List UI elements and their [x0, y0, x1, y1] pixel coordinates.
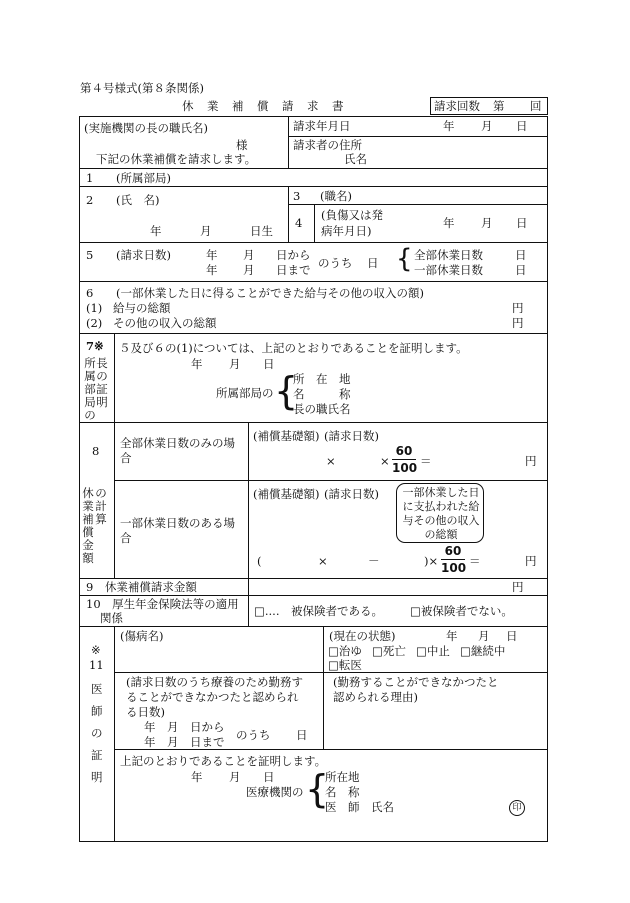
row-divider	[79, 281, 548, 282]
row-divider	[79, 242, 548, 243]
institution-name: 名 称	[325, 785, 360, 799]
row3-num: 3	[293, 189, 301, 203]
left-brace-icon: {	[396, 244, 413, 274]
row-divider	[79, 333, 548, 334]
fraction-60-100	[392, 444, 416, 475]
row7-year: 年	[191, 357, 203, 371]
unable-days-line3: る日数)	[126, 705, 165, 719]
basic-amount-label: (補償基礎額)	[253, 429, 320, 443]
job-title-label: (職名)	[320, 189, 352, 203]
row11-vertical-5: 明	[91, 770, 103, 784]
row-divider	[79, 578, 548, 579]
open-paren: (	[257, 554, 262, 568]
pension-label-2: 関係	[100, 611, 123, 625]
times-sign-3: ×	[318, 554, 328, 568]
part-leave-day: 日	[515, 263, 527, 277]
fraction-denominator: 100	[441, 561, 467, 575]
current-status-label: (現在の状態)	[329, 629, 396, 643]
institution-location: 所在地	[325, 770, 360, 784]
col-divider	[114, 626, 115, 842]
row-divider	[79, 595, 548, 596]
address-label: 請求者の住所	[293, 138, 362, 152]
injury-month: 月	[481, 216, 493, 230]
name-field-label: (氏 名)	[116, 193, 160, 207]
times-sign: ×	[326, 454, 336, 468]
row6-num: 6	[86, 286, 94, 300]
name-label: 氏名	[344, 152, 367, 166]
times-sign-2: ×	[380, 454, 390, 468]
status-transfer-checkbox[interactable]: □転医	[328, 658, 362, 672]
dept-name: 名 称	[293, 387, 351, 401]
row4-num: 4	[295, 216, 303, 230]
row-divider	[79, 186, 548, 187]
doctor-name: 医 師 氏名	[325, 800, 394, 814]
row7-statement: ５及び６の(1)については、上記のとおりであることを証明します。	[119, 341, 468, 355]
request-days-label-8b: (請求日数)	[324, 487, 379, 501]
unable-day: 日	[296, 728, 308, 742]
left-brace-icon: {	[274, 369, 299, 413]
request-date-month: 月	[481, 119, 493, 133]
status-death-checkbox[interactable]: □死亡	[372, 644, 406, 658]
full-case-yen: 円	[525, 454, 537, 468]
page-title: 休 業 補 償 請 求 書	[182, 99, 345, 113]
row8-vertical-1: 休業補償金額	[82, 486, 94, 565]
row11-vertical-4: 証	[91, 748, 103, 762]
row-divider	[114, 672, 548, 673]
total-request-label: 9 休業補償請求金額	[86, 580, 197, 594]
part-case-label: 一部休業日数のある場合	[120, 516, 235, 545]
row-divider	[288, 204, 548, 205]
row2-num: 2	[86, 193, 94, 207]
department-label: (所属部局)	[116, 171, 171, 185]
equals-sign-2: ＝	[469, 554, 481, 568]
pension-label-1: 10 厚生年金保険法等の適用	[86, 597, 239, 611]
col-divider	[248, 422, 249, 595]
col-divider	[248, 595, 249, 626]
left-brace-icon: {	[305, 767, 330, 811]
row11-mark: ※	[91, 643, 101, 657]
birth-month: 月	[200, 224, 212, 238]
to-month: 月	[243, 263, 255, 277]
status-cured-checkbox[interactable]: □治ゆ	[328, 644, 362, 658]
status-year: 年	[446, 629, 458, 643]
official-title-label: (実施機関の長の職氏名)	[84, 121, 208, 135]
fraction-bar	[392, 459, 416, 460]
row-divider	[79, 422, 548, 423]
fraction-bar	[441, 559, 465, 560]
from-year: 年	[206, 248, 218, 262]
fraction-numerator: 60	[395, 444, 413, 458]
reason-line2: 認められる理由)	[333, 690, 418, 704]
request-text: 下記の休業補償を請求します。	[96, 152, 257, 166]
close-paren-times: )×	[424, 554, 439, 568]
birth-day: 日生	[250, 224, 273, 238]
row-divider	[114, 480, 548, 481]
row7-day: 日	[263, 357, 275, 371]
row7-month: 月	[229, 357, 241, 371]
row11-vertical-3: の	[91, 726, 103, 740]
part-case-yen: 円	[525, 554, 537, 568]
salary-total-yen: 円	[512, 301, 524, 315]
unable-from: 年 月 日から	[144, 720, 225, 734]
row11-vertical-2: 師	[91, 704, 103, 718]
institution-label: 医療機関の	[246, 785, 304, 799]
sama-label: 様	[236, 138, 248, 152]
seal-icon: 印	[509, 800, 525, 816]
request-days-label: (請求日数)	[116, 248, 171, 262]
insured-checkbox[interactable]: □.... 被保険者である。	[254, 604, 383, 618]
request-date-label: 請求年月日	[293, 119, 351, 133]
row-divider	[79, 168, 548, 169]
unable-days-line2: ることができなかつたと認められ	[126, 690, 299, 704]
certify-day: 日	[263, 770, 275, 784]
row7-mark: 7※	[86, 339, 104, 353]
unable-to: 年 月 日まで	[144, 735, 225, 749]
request-date-year: 年	[443, 119, 455, 133]
fraction-denominator: 100	[392, 461, 418, 475]
status-month: 月	[478, 629, 490, 643]
birth-year: 年	[150, 224, 162, 238]
row11-vertical-1: 医	[91, 682, 103, 696]
col-divider	[314, 204, 315, 242]
request-days-label-8: (請求日数)	[324, 429, 379, 443]
row-divider	[79, 626, 548, 627]
fraction-60-100-b	[441, 544, 465, 575]
row-divider	[114, 749, 548, 750]
fraction-numerator: 60	[444, 544, 462, 558]
row11-num: 11	[89, 658, 104, 672]
request-count-label: 請求回数	[434, 99, 480, 113]
status-continue-checkbox[interactable]: □継続中	[460, 644, 506, 658]
col-divider	[114, 333, 115, 578]
row6-label: (一部休業した日に得ることができた給与その他の収入の額)	[116, 286, 424, 300]
row7-vertical-2: 長の証明	[96, 356, 108, 409]
row5-num: 5	[86, 248, 94, 262]
certify-month: 月	[229, 770, 241, 784]
disease-label: (傷病名)	[120, 629, 164, 643]
other-income-label: その他の収入の総額	[113, 316, 217, 330]
col-divider	[323, 626, 324, 749]
injury-year: 年	[443, 216, 455, 230]
deduction-text: 一部休業した日に支払われた給与その他の収入の総額	[402, 486, 480, 541]
request-date-day: 日	[516, 119, 528, 133]
unable-days-line1: (請求日数のうち療養のため勤務す	[126, 675, 303, 689]
part-leave-label: 一部休業日数	[414, 263, 483, 277]
injury-date-label-2: 病年月日)	[321, 224, 372, 238]
status-stop-checkbox[interactable]: □中止	[416, 644, 450, 658]
unable-uchi: のうち	[236, 728, 271, 742]
row8-vertical-2: の計算	[95, 486, 107, 526]
row-divider	[288, 136, 548, 137]
item2-num: (2)	[86, 316, 103, 330]
from-day: 日から	[276, 248, 311, 262]
uchi-day: 日	[367, 256, 379, 270]
injury-date-label-1: (負傷又は発	[321, 208, 383, 222]
dept-head: 長の職氏名	[293, 402, 351, 416]
minus-sign: －	[368, 554, 380, 568]
certify-year: 年	[191, 770, 203, 784]
dept-location: 所 在 地	[293, 372, 351, 386]
item1-num: (1)	[86, 301, 103, 315]
request-count-num-label: 第	[493, 99, 505, 113]
uchi-label: のうち	[318, 256, 353, 270]
col-divider	[288, 186, 289, 242]
equals-sign: ＝	[420, 454, 432, 468]
doctor-certify-text: 上記のとおりであることを証明します。	[120, 754, 327, 768]
form-number: 第４号様式(第８条関係)	[80, 81, 204, 95]
to-day: 日まで	[276, 263, 311, 277]
status-day: 日	[506, 629, 518, 643]
injury-day: 日	[516, 216, 528, 230]
full-leave-day: 日	[515, 248, 527, 262]
request-count-suffix: 回	[530, 99, 542, 113]
full-case-label: 全部休業日数のみの場合	[120, 436, 235, 465]
salary-total-label: 給与の総額	[113, 301, 171, 315]
other-income-yen: 円	[512, 316, 524, 330]
row7-vertical-1: 所属部局の	[84, 356, 96, 422]
row1-num: 1	[86, 171, 94, 185]
row8-num: 8	[92, 444, 100, 458]
full-leave-label: 全部休業日数	[414, 248, 483, 262]
from-month: 月	[243, 248, 255, 262]
reason-line1: (勤務することができなかつたと	[333, 675, 499, 689]
col-divider	[288, 116, 289, 168]
dept-label: 所属部局の	[216, 386, 274, 400]
basic-amount-label-2: (補償基礎額)	[253, 487, 320, 501]
to-year: 年	[206, 263, 218, 277]
not-insured-checkbox[interactable]: □被保険者でない。	[410, 604, 513, 618]
total-request-yen: 円	[512, 580, 524, 594]
